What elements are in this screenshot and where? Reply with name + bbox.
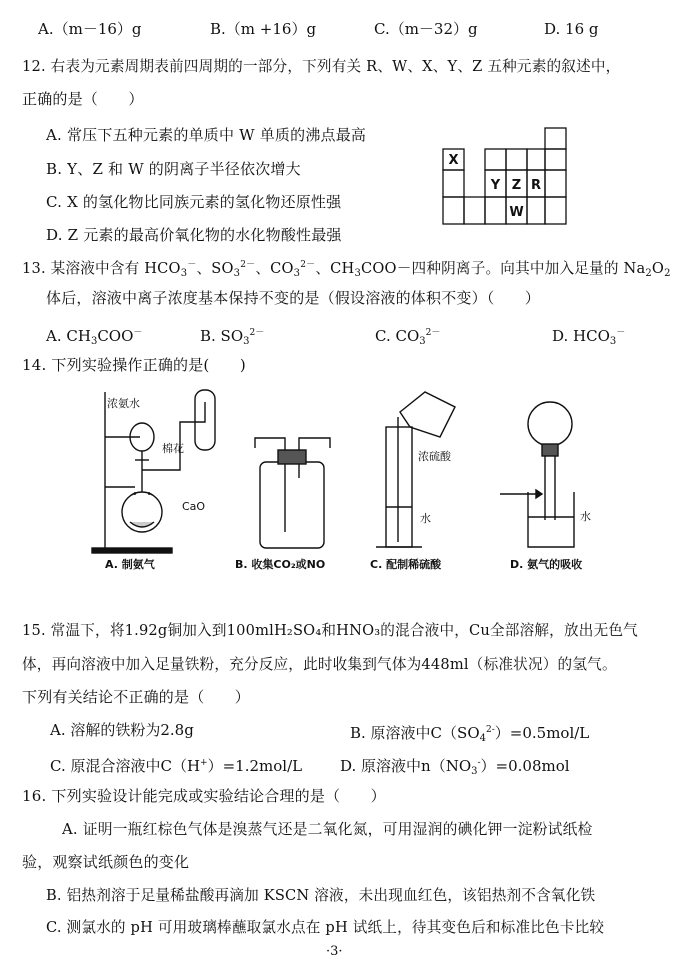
q15-option-d: D. 原溶液中$n(NO_3^-)=0.08mol$ (340, 757, 570, 777)
q16-option-a-line1: A. 证明一瓶红棕色气体是溴蒸气还是二氧化氮，可用湿润的碘化钾一淀粉试纸检 (62, 821, 593, 838)
q15-stem-line3: 下列有关结论不正确的是（ ） (22, 688, 251, 706)
q13-option-a: A. $CH_3COO^-$ (46, 327, 143, 347)
cell-r: R (530, 178, 542, 193)
q15-option-b: B. 原溶液中$C(SO_4^{2-})=0.5mol/L$ (350, 724, 590, 744)
cell-w: W (509, 205, 524, 220)
label-conc-sulfuric: 浓硫酸 (418, 450, 451, 463)
q11-option-b: B.（m +16）g (210, 20, 317, 38)
label-b-title: B. 收集CO₂或NO (235, 558, 326, 571)
q12-stem-line1: 12. 右表为元素周期表前四周期的一部分，下列有关 R、W、X、Y、Z 五种元素的叙述中， (22, 58, 621, 75)
q15-stem-line2: 体，再向溶液中加入足量铁粉，充分反应，此时收集到气体为448ml（标准状况）的氢气。 (22, 656, 617, 673)
label-cao: CaO (182, 500, 206, 513)
q12-option-a: A. 常压下五种元素的单质中 W 单质的沸点最高 (46, 126, 367, 144)
label-cotton: 棉花 (162, 442, 184, 455)
q16-option-b: B. 铝热剂溶于足量稀盐酸再滴加 KSCN 溶液，未出现血红色，该铝热剂不含氧化铁 (46, 887, 596, 904)
label-a-title: A. 制氨气 (105, 558, 155, 571)
q11-option-c: C.（m－32）g (374, 20, 478, 38)
periodic-table-fragment (440, 124, 570, 228)
q16-option-c: C. 测氯水的 pH 可用玻璃棒蘸取氯水点在 pH 试纸上，待其变色后和标准比色卡比较 (46, 919, 605, 936)
q14-apparatus-figure (80, 382, 610, 572)
q12-option-d: D. Z 元素的最高价氧化物的水化物酸性最强 (46, 226, 342, 244)
q13-option-d: D. $HCO_3^-$ (552, 327, 626, 347)
q15-stem-line1: 15. 常温下，将1.92g铜加入到100mlH₂SO₄和HNO₃的混合液中，Cu全部溶解，放出无色气 (22, 622, 638, 639)
q13-option-b: B. $SO_3^{2-}$ (200, 327, 265, 347)
q13-stem-line1: 13. 某溶液中含有 $HCO_3^-$、$SO_3^{2-}$、$CO_3^{2-}$、$CH_3COO-$四种阴离子。向其中加入足量的 $Na_2O_2$ (22, 260, 671, 279)
label-d-water: 水 (580, 510, 591, 523)
q11-option-d: D. 16 g (544, 20, 599, 38)
cell-x: X (448, 153, 459, 168)
q15-option-a: A. 溶解的铁粉为2.8g (50, 721, 194, 739)
q13-stem-line2: 体后，溶液中离子浓度基本保持不变的是（假设溶液的体积不变）（ ） (46, 289, 541, 307)
q13-option-c: C. $CO_3^{2-}$ (375, 327, 441, 347)
label-c-title: C. 配制稀硫酸 (370, 558, 442, 571)
q16-stem: 16. 下列实验设计能完成或实验结论合理的是（ ） (22, 787, 386, 805)
q12-stem-line2: 正确的是（ ） (22, 90, 144, 108)
q14-stem: 14. 下列实验操作正确的是( ) (22, 356, 246, 374)
cell-y: Y (490, 178, 501, 193)
page-number: ·3· (326, 944, 343, 959)
q15-option-c: C. 原混合溶液中C（H+）=1.2mol/L (50, 757, 303, 775)
q12-option-c: C. X 的氢化物比同族元素的氢化物还原性强 (46, 193, 342, 211)
q12-option-b: B. Y、Z 和 W 的阴离子半径依次增大 (46, 160, 301, 178)
q11-option-a: A.（m－16）g (38, 20, 142, 38)
label-d-title: D. 氨气的吸收 (510, 558, 583, 571)
label-c-water: 水 (420, 512, 431, 525)
cell-z: Z (511, 178, 522, 193)
q16-option-a-line2: 验，观察试纸颜色的变化 (22, 853, 190, 871)
label-conc-ammonia: 浓氨水 (107, 397, 140, 410)
